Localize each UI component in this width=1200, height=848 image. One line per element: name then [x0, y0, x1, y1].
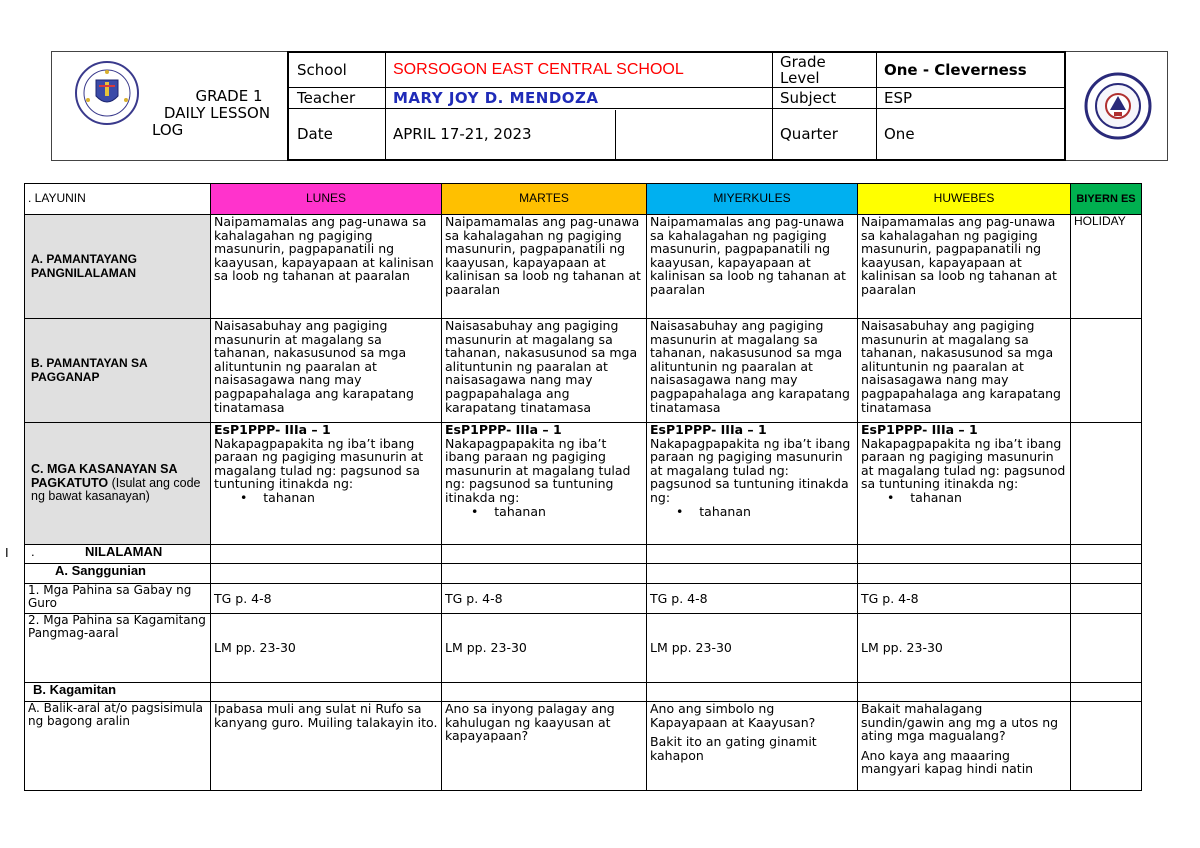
cell-martes: [442, 564, 647, 584]
cell-miyerkules: TG p. 4-8: [647, 584, 858, 614]
competency-bullet: • tahanan: [676, 503, 751, 519]
cell-biyernes: [1071, 319, 1142, 423]
table-row-pamantayang-pangnilalaman: [25, 215, 1142, 319]
table-row-nilalaman: [25, 545, 1142, 564]
table-header-row: [25, 184, 1142, 215]
cell-lunes: LM pp. 23-30: [211, 614, 442, 683]
cell-martes: Naipamamalas ang pag-unawa sa kahalagahan ng pagiging masunurin, pagpapanatili ng kaayusan, kapayapaan at kalinisan sa loob ng tahanan at paaralan: [442, 215, 647, 319]
table-row-kagamitan: [25, 683, 1142, 702]
cell-martes: TG p. 4-8: [442, 584, 647, 614]
table-row-pamantayan-sa-pagganap: [25, 319, 1142, 423]
competency-code: EsP1PPP- IIIa – 1: [214, 422, 331, 437]
cell-huwebes: Naipamamalas ang pag-unawa sa kahalagahan ng pagiging masunurin, pagpapanatili ng kaayusan, kapayapaan at kalinisan sa loob ng tahanan at paaralan: [858, 215, 1071, 319]
cell-biyernes: [1071, 614, 1142, 683]
quarter-label: Quarter: [780, 124, 838, 143]
table-row-balik-aral: [25, 702, 1142, 791]
row-label: 2. Mga Pahina sa Kagamitang Pangmag-aaral: [25, 614, 211, 683]
cell-lunes: [211, 564, 442, 584]
cell-huwebes: [858, 683, 1071, 702]
competency-text: Nakapagpapakita ng iba’t ibang paraan ng pagiging masunurin at magalang tulad ng: pagsunod sa tuntuning itinakda ng:: [650, 435, 851, 505]
subject-label: Subject: [780, 88, 837, 107]
cell-huwebes: TG p. 4-8: [858, 584, 1071, 614]
school-seal-icon: [1084, 72, 1152, 140]
header-biyernes: BIYERN ES: [1071, 184, 1142, 215]
cell-miyerkules: [647, 564, 858, 584]
bullet-text: tahanan: [263, 489, 315, 505]
cell-miyerkules: Naisasabuhay ang pagiging masunurin at magalang sa tahanan, nakasusunod sa mga alituntunin ng paaralan at naisasagawa nang may pagpapahalaga ang karapatang tinatamasa: [647, 319, 858, 423]
cell-biyernes: [1071, 683, 1142, 702]
title-line-3: LOG: [152, 121, 184, 139]
row-label-note: (Isulat ang code ng bawat kasanayan): [31, 475, 201, 504]
header-martes: MARTES: [442, 184, 647, 215]
title-line-1: GRADE 1: [195, 87, 263, 105]
cell-biyernes: HOLIDAY: [1071, 215, 1142, 319]
cell-lunes: [211, 423, 442, 545]
row-label: B. PAMANTAYAN SA PAGGANAP: [25, 319, 211, 423]
cell-text-2: Bakit ito an gating ginamit kahapon: [650, 734, 817, 763]
table-row-kagamitang-pangmag-aaral: [25, 614, 1142, 683]
cell-martes: Ano sa inyong palagay ang kahulugan ng kaayusan at kapayapaan?: [442, 702, 647, 791]
header: [51, 51, 1168, 161]
row-prefix: I: [5, 545, 9, 560]
cell-biyernes: [1071, 702, 1142, 791]
teacher-label: Teacher: [297, 88, 356, 107]
cell-lunes: [211, 545, 442, 564]
teacher-name: MARY JOY D. MENDOZA: [393, 88, 599, 107]
row-label: I . NILALAMAN: [25, 545, 211, 564]
competency-text: Nakapagpapakita ng iba’t ibang paraan ng pagiging masunurin at magalang tulad ng: pagsunod sa tuntuning itinakda ng:: [214, 435, 424, 492]
date-value: APRIL 17-21, 2023: [393, 124, 532, 143]
cell-huwebes: [858, 545, 1071, 564]
lesson-log-table: [5, 183, 1142, 791]
row-label: 1. Mga Pahina sa Gabay ng Guro: [25, 584, 211, 614]
competency-bullet: • tahanan: [887, 489, 962, 505]
header-title-box: [51, 51, 288, 161]
header-info-grid: [287, 51, 1066, 161]
cell-huwebes: [858, 564, 1071, 584]
cell-lunes: Ipabasa muli ang sulat ni Rufo sa kanyang guro. Muiling talakayin ito.: [211, 702, 442, 791]
cell-biyernes: [1071, 545, 1142, 564]
row-label: A. Balik-aral at/o pagsisimula ng bagong aralin: [25, 702, 211, 791]
header-seal-box: [1066, 51, 1168, 161]
bullet-text: tahanan: [910, 489, 962, 505]
cell-biyernes: [1071, 564, 1142, 584]
cell-huwebes: Naisasabuhay ang pagiging masunurin at magalang sa tahanan, nakasusunod sa mga alituntunin ng paaralan at naisasagawa nang may pagpapahalaga ang karapatang tinatamasa: [858, 319, 1071, 423]
row-label: A. Sanggunian: [25, 564, 211, 584]
cell-miyerkules: Naipamamalas ang pag-unawa sa kahalagahan ng pagiging masunurin, pagpapanatili ng kaayusan, kapayapaan at kalinisan sa loob ng tahanan at paaralan: [647, 215, 858, 319]
title-line-2: DAILY LESSON: [163, 104, 271, 122]
header-layunin: . LAYUNIN: [25, 184, 211, 215]
cell-text-1: Ano ang simbolo ng Kapayapaan at Kaayusan?: [650, 701, 816, 730]
cell-martes: Naisasabuhay ang pagiging masunurin at magalang sa tahanan, nakasusunod sa mga alituntunin ng paaralan at naisasagawa nang may pagpapahalaga ang karapatang tinatamasa: [442, 319, 647, 423]
grade-level-label: Grade Level: [780, 53, 826, 87]
cell-martes: LM pp. 23-30: [442, 614, 647, 683]
school-name: SORSOGON EAST CENTRAL SCHOOL: [393, 61, 684, 78]
cell-huwebes: [858, 423, 1071, 545]
table-row-sanggunian: [25, 564, 1142, 584]
bullet-text: tahanan: [699, 503, 751, 519]
header-lunes: LUNES: [211, 184, 442, 215]
competency-code: EsP1PPP- IIIa – 1: [445, 422, 562, 437]
cell-miyerkules: LM pp. 23-30: [647, 614, 858, 683]
competency-bullet: • tahanan: [471, 503, 546, 519]
cell-lunes: Naipamamalas ang pag-unawa sa kahalagahan ng pagiging masunurin, pagpapanatili ng kaayusan, kapayapaan at kalinisan sa loob ng tahanan at paaralan: [211, 215, 442, 319]
bullet-text: tahanan: [494, 503, 546, 519]
cell-miyerkules: [647, 545, 858, 564]
cell-lunes: TG p. 4-8: [211, 584, 442, 614]
table-row-mga-kasanayan: [25, 423, 1142, 545]
page-title: [152, 88, 282, 139]
cell-martes: [442, 683, 647, 702]
cell-martes: [442, 423, 647, 545]
grade-level-value: One - Cleverness: [884, 61, 1027, 79]
school-label: School: [297, 61, 347, 79]
cell-huwebes: LM pp. 23-30: [858, 614, 1071, 683]
cell-miyerkules: [647, 423, 858, 545]
cell-miyerkules: [647, 702, 858, 791]
row-label-text: NILALAMAN: [85, 544, 163, 559]
row-label-bold: C. MGA KASANAYAN SA PAGKATUTO: [31, 462, 178, 490]
cell-miyerkules: [647, 683, 858, 702]
date-label: Date: [297, 124, 333, 143]
row-label: B. Kagamitan: [25, 683, 211, 702]
subject-value: ESP: [884, 88, 913, 107]
cell-biyernes: [1071, 584, 1142, 614]
competency-text: Nakapagpapakita ng iba’t ibang paraan ng pagiging masunurin at magalang tulad ng: pagsunod sa tuntuning itinakda ng:: [861, 435, 1066, 492]
cell-lunes: Naisasabuhay ang pagiging masunurin at magalang sa tahanan, nakasusunod sa mga alituntunin ng paaralan at naisasagawa nang may pagpapahalaga ang karapatang tinatamasa: [211, 319, 442, 423]
cell-text-2: Ano kaya ang maaaring mangyari kapag hindi natin: [861, 747, 1034, 777]
cell-text-1: Bakait mahalagang sundin/gawin ang mg a utos ng ating mga magualang?: [861, 701, 1059, 744]
cell-lunes: [211, 683, 442, 702]
cell-martes: [442, 545, 647, 564]
competency-bullet: • tahanan: [240, 489, 315, 505]
cell-biyernes: [1071, 423, 1142, 545]
cell-huwebes: [858, 702, 1071, 791]
quarter-value: One: [884, 124, 915, 143]
row-label: [25, 423, 211, 545]
table-row-gabay-ng-guro: [25, 584, 1142, 614]
deped-seal-icon: [74, 60, 140, 126]
competency-text: Nakapagpapakita ng iba’t ibang paraan ng pagiging masunurin at magalang tulad ng: pagsunod sa tuntuning itinakda ng:: [445, 435, 631, 505]
header-miyerkules: MIYERKULES: [647, 184, 858, 215]
header-huwebes: HUWEBES: [858, 184, 1071, 215]
row-label: A. PAMANTAYANG PANGNILALAMAN: [25, 215, 211, 319]
competency-code: EsP1PPP- IIIa – 1: [650, 422, 767, 437]
competency-code: EsP1PPP- IIIa – 1: [861, 422, 978, 437]
